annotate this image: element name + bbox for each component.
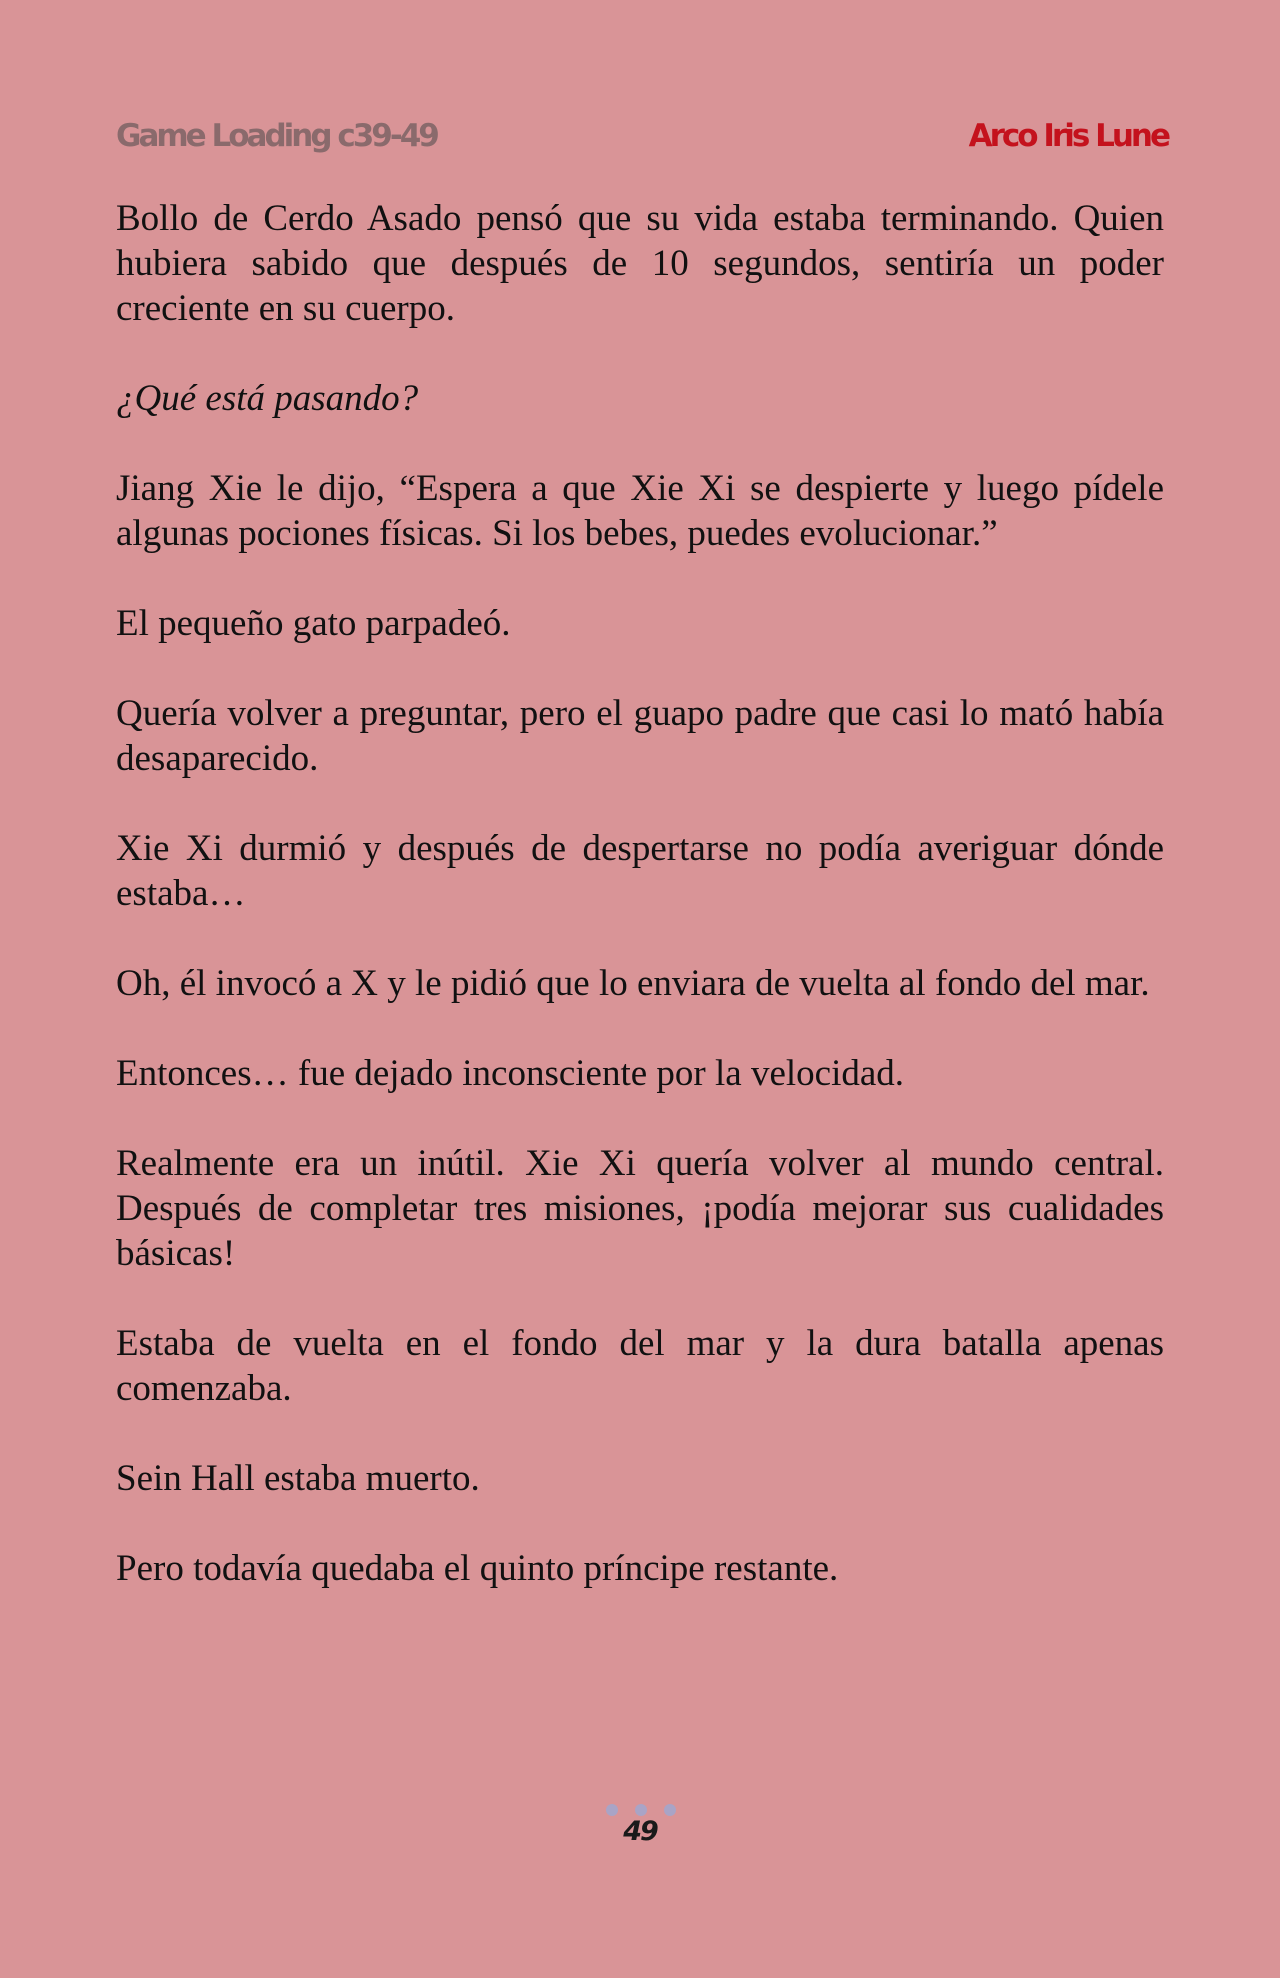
paragraph: Sein Hall estaba muerto.: [116, 1458, 480, 1499]
paragraph: Jiang Xie le dijo, “Espera a que Xie Xi se despierte y luego pídele algunas pociones físicas. Si los bebes, puedes evolucionar.”: [116, 468, 1164, 554]
paragraph: Bollo de Cerdo Asado pensó que su vida estaba terminando. Quien hubiera sabido que después de 10 segundos, sentiría un poder creciente en su cuerpo.: [116, 198, 1164, 329]
paragraph: Pero todavía quedaba el quinto príncipe restante.: [116, 1548, 839, 1589]
book-title-header: Game Loading c39-49: [116, 118, 437, 154]
paragraph: Realmente era un inútil. Xie Xi quería volver al mundo central. Después de completar tres misiones, ¡podía mejorar sus cualidades básicas!: [116, 1143, 1164, 1274]
page-body: [116, 196, 1164, 1591]
paragraph: Estaba de vuelta en el fondo del mar y la dura batalla apenas comenzaba.: [116, 1323, 1164, 1409]
paragraph: Xie Xi durmió y después de despertarse no podía averiguar dónde estaba…: [116, 828, 1164, 914]
ornament-dot: [664, 1804, 676, 1816]
paragraph: Oh, él invocó a X y le pidió que lo enviara de vuelta al fondo del mar.: [116, 963, 1150, 1004]
page-number: 49: [623, 1816, 657, 1847]
paragraph-italic-thought: ¿Qué está pasando?: [116, 378, 419, 419]
author-header: Arco Iris Lune: [968, 118, 1168, 154]
ornament-dot: [635, 1804, 647, 1816]
paragraph: Entonces… fue dejado inconsciente por la velocidad.: [116, 1053, 905, 1094]
paragraph: El pequeño gato parpadeó.: [116, 603, 511, 644]
ornament-dot: [606, 1804, 618, 1816]
paragraph: Quería volver a preguntar, pero el guapo padre que casi lo mató había desaparecido.: [116, 693, 1164, 779]
